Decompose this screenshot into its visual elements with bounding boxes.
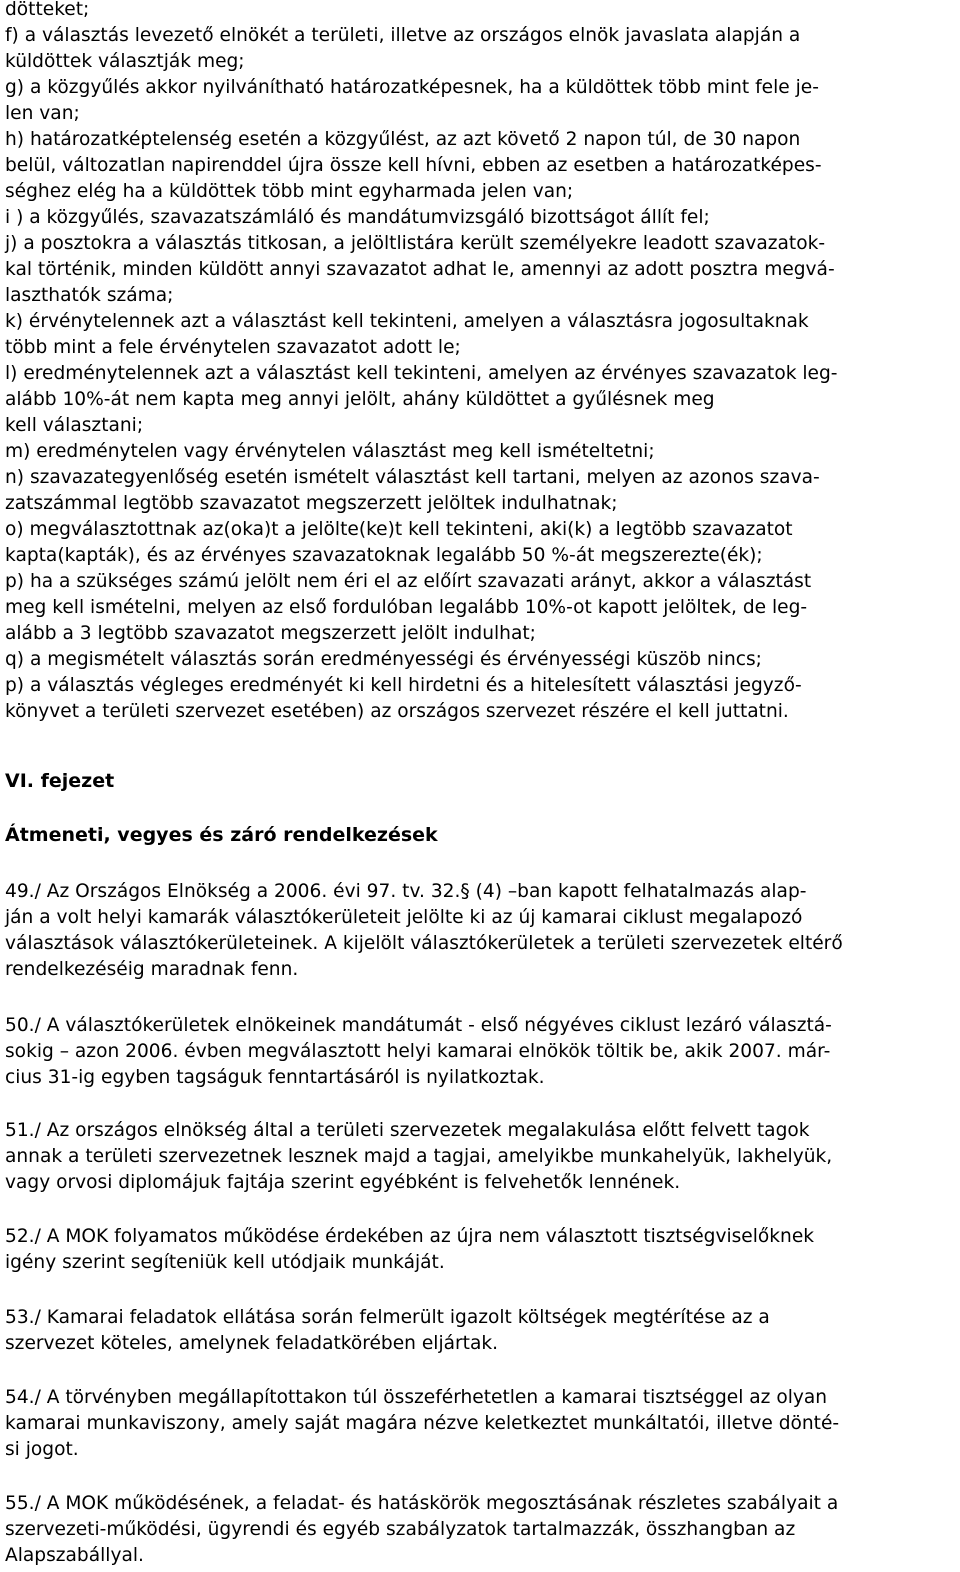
list-line: séghez elég ha a küldöttek több mint egyharmada jelen van; [5, 181, 574, 202]
list-line: h) határozatképtelenség esetén a közgyűlést, az azt követő 2 napon túl, de 30 napon [5, 129, 801, 150]
list-line: dötteket; [5, 0, 90, 20]
section-title: Átmeneti, vegyes és záró rendelkezések [5, 824, 438, 846]
list-line: alább a 3 legtöbb szavazatot megszerzett jelölt indulhat; [5, 623, 536, 644]
list-line: könyvet a területi szervezet esetében) az országos szervezet részére el kell juttatni. [5, 701, 789, 722]
paragraph-line: rendelkezéséig maradnak fenn. [5, 959, 299, 980]
list-line: meg kell ismételni, melyen az első fordulóban legalább 10%-ot kapott jelöltek, de leg- [5, 597, 808, 618]
list-line: kapta(kapták), és az érvényes szavazatoknak legalább 50 %-át megszerezte(ék); [5, 545, 763, 566]
paragraph-line: ján a volt helyi kamarák választókerületeit jelölte ki az új kamarai ciklust megalapozó [5, 907, 803, 928]
list-line: p) a választás végleges eredményét ki kell hirdetni és a hitelesített választási jegyző- [5, 675, 802, 696]
paragraph-line: 54./ A törvényben megállapítottakon túl összeférhetetlen a kamarai tisztséggel az olyan [5, 1387, 828, 1408]
list-line: q) a megismételt választás során eredményességi és érvényességi küszöb nincs; [5, 649, 762, 670]
list-line: m) eredménytelen vagy érvénytelen választást meg kell ismételtetni; [5, 441, 655, 462]
list-line: több mint a fele érvénytelen szavazatot adott le; [5, 337, 461, 358]
paragraph-line: 52./ A MOK folyamatos működése érdekében az újra nem választott tisztségviselőknek [5, 1226, 815, 1247]
paragraph-line: 51./ Az országos elnökség által a területi szervezetek megalakulása előtt felvett tagok [5, 1120, 810, 1141]
list-line: k) érvénytelennek azt a választást kell tekinteni, amelyen a választásra jogosultaknak [5, 311, 809, 332]
paragraph-line: sokig – azon 2006. évben megválasztott helyi kamarai elnökök töltik be, akik 2007. már- [5, 1041, 831, 1062]
paragraph-line: si jogot. [5, 1439, 79, 1460]
paragraph-line: cius 31-ig egyben tagságuk fenntartásáról is nyilatkoztak. [5, 1067, 545, 1088]
list-line: zatszámmal legtöbb szavazatot megszerzett jelöltek indulhatnak; [5, 493, 618, 514]
paragraph-line: 50./ A választókerületek elnökeinek mandátumát - első négyéves ciklust lezáró választá- [5, 1015, 832, 1036]
paragraph-line: vagy orvosi diplomájuk fajtája szerint egyébként is felvehetők lennének. [5, 1172, 681, 1193]
list-line: j) a posztokra a választás titkosan, a jelöltlistára került személyekre leadott szavazatok- [5, 233, 826, 254]
list-line: f) a választás levezető elnökét a területi, illetve az országos elnök javaslata alapján a [5, 25, 801, 46]
list-line: o) megválasztottnak az(oka)t a jelölte(ke)t kell tekinteni, aki(k) a legtöbb szavazatot [5, 519, 793, 540]
list-line: l) eredménytelennek azt a választást kell tekinteni, amelyen az érvényes szavazatok leg- [5, 363, 838, 384]
list-line: kell választani; [5, 415, 144, 436]
paragraph-line: 55./ A MOK működésének, a feladat- és hatáskörök megosztásának részletes szabályait a [5, 1493, 839, 1514]
paragraph-line: szervezet köteles, amelynek feladatkörében eljártak. [5, 1333, 499, 1354]
list-line: p) ha a szükséges számú jelölt nem éri el az előírt szavazati arányt, akkor a választást [5, 571, 812, 592]
list-line: g) a közgyűlés akkor nyilvánítható határozatképesnek, ha a küldöttek több mint fele je- [5, 77, 819, 98]
paragraph-line: kamarai munkaviszony, amely saját magára nézve keletkeztet munkáltatói, illetve dönté- [5, 1413, 840, 1434]
paragraph-line: annak a területi szervezetnek lesznek majd a tagjai, amelyikbe munkahelyük, lakhelyük, [5, 1146, 833, 1167]
list-line: n) szavazategyenlőség esetén ismételt választást kell tartani, melyen az azonos szava- [5, 467, 820, 488]
chapter-title: VI. fejezet [5, 770, 115, 792]
paragraph-line: 49./ Az Országos Elnökség a 2006. évi 97. tv. 32.§ (4) –ban kapott felhatalmazás alap- [5, 881, 807, 902]
list-line: alább 10%-át nem kapta meg annyi jelölt, ahány küldöttet a gyűlésnek meg [5, 389, 715, 410]
paragraph-line: 53./ Kamarai feladatok ellátása során felmerült igazolt költségek megtérítése az a [5, 1307, 770, 1328]
list-line: len van; [5, 103, 80, 124]
list-line: i ) a közgyűlés, szavazatszámláló és mandátumvizsgáló bizottságot állít fel; [5, 207, 710, 228]
paragraph-line: választások választókerületeinek. A kijelölt választókerületek a területi szervezetek eltérő [5, 933, 843, 954]
list-line: kal történik, minden küldött annyi szavazatot adhat le, amennyi az adott posztra megvá- [5, 259, 835, 280]
paragraph-line: szervezeti-működési, ügyrendi és egyéb szabályzatok tartalmazzák, összhangban az [5, 1519, 796, 1540]
list-line: belül, változatlan napirenddel újra össze kell hívni, ebben az esetben a határozatképes- [5, 155, 822, 176]
paragraph-line: Alapszabállyal. [5, 1545, 144, 1566]
list-line: küldöttek választják meg; [5, 51, 245, 72]
paragraph-line: igény szerint segíteniük kell utódjaik munkáját. [5, 1252, 445, 1273]
list-line: laszthatók száma; [5, 285, 174, 306]
